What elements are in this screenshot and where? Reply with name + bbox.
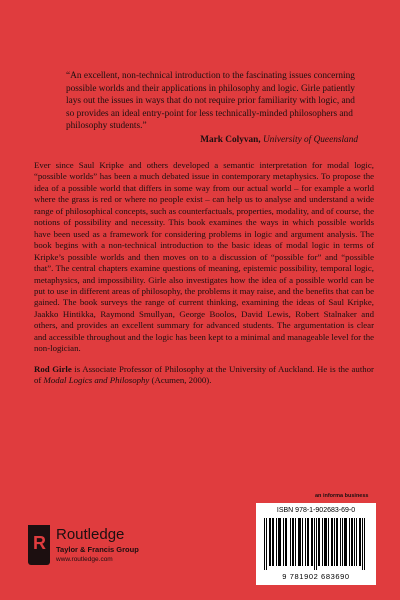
barcode-bar — [349, 518, 350, 566]
barcode-bar — [345, 518, 346, 566]
bio-text-before: is Associate Professor of Philosophy at the University of Auckland. He is the author of — [34, 363, 374, 386]
barcode-bar — [332, 518, 333, 566]
barcode-bar — [285, 518, 286, 566]
endorsement-quote — [66, 70, 358, 147]
barcode-bar — [270, 518, 271, 566]
barcode-bar — [324, 518, 325, 566]
barcode-bar — [273, 518, 274, 566]
barcode-bar — [328, 518, 329, 566]
barcode-bar — [286, 518, 287, 566]
bio-text-after: (Acumen, 2000). — [149, 375, 212, 386]
author-bio — [34, 364, 374, 387]
barcode-bar — [302, 518, 303, 566]
quote-attribution — [66, 134, 358, 147]
barcode-bar — [346, 518, 347, 566]
barcode-bar — [326, 518, 327, 566]
previous-book-title: Modal Logics and Philosophy — [43, 375, 150, 386]
barcode-bar — [307, 518, 308, 566]
barcode-bar — [283, 518, 284, 566]
barcode-bar — [342, 518, 343, 566]
barcode-bar — [356, 518, 357, 566]
book-description: Ever since Saul Kripke and others developed a semantic interpretation for modal logic, “possible worlds” has been a much debated issue in contemporary metaphysics. To propose the idea of a possible world that differs in some way from our actual world – for example a world where the grass is red or where no people exist – can help us to analyse and understand a wide range of philosophical concepts, such as counterfactuals, properties, modality, and of course, the notions of possibility and necessity. This book examines the ways in which possible worlds have been used as a framework for considering problems in logic and argument analysis. The book begins with a non-technical introduction to the basic ideas of modal logic in terms of Kripke’s possible worlds and then moves on to a discussion of “possible for” and “possible that”. The central chapters examine questions of meaning, epistemic possibility, temporal logic, metaphysics, and impossibility. Girle also investigates how the idea of a possible world can be put to use in different areas of philosophy, the problems it may raise, and the benefits that can be gained. The book surveys the range of current thinking, examining the ideas of Saul Kripke, Jaakko Hintikka, Raymond Smullyan, George Boolos, David Lewis, Robert Stalnaker and others, and provides an excellent summary for advanced students. The argumentation is clear and accessible throughout and the logic has been kept to a minimal and manageable level for the non-logician. — [34, 160, 374, 354]
barcode-bar — [359, 518, 360, 566]
barcode-bar — [360, 518, 361, 566]
barcode-icon — [264, 518, 368, 570]
barcode-bar — [290, 518, 291, 566]
barcode-bar — [264, 518, 265, 570]
routledge-logo-icon — [28, 525, 50, 565]
barcode-digits: 9 781902 683690 — [282, 572, 350, 581]
informa-tagline: an informa business — [315, 493, 369, 499]
barcode-bar — [295, 518, 296, 566]
publisher-group: Taylor & Francis Group — [56, 545, 139, 554]
publisher-url: www.routledge.com — [56, 556, 113, 563]
barcode-bar — [298, 518, 299, 566]
barcode-bar — [351, 518, 352, 566]
barcode-bar — [279, 518, 280, 566]
book-description-section — [34, 160, 374, 396]
barcode-bar — [337, 518, 338, 566]
publisher-name: Routledge — [56, 526, 125, 543]
barcode-bar — [334, 518, 335, 566]
barcode-bar — [292, 518, 293, 566]
barcode-bar — [325, 518, 326, 566]
barcode-bar — [354, 518, 355, 566]
barcode-bar — [322, 518, 323, 566]
barcode-bar — [280, 518, 281, 566]
barcode-bar — [305, 518, 306, 566]
barcode-bar — [266, 518, 267, 570]
barcode-bar — [300, 518, 301, 566]
barcode-bar — [299, 518, 300, 566]
publisher-logo — [28, 525, 178, 577]
barcode-bar — [336, 518, 337, 566]
author-name: Rod Girle — [34, 363, 72, 374]
barcode-bar — [314, 518, 315, 570]
barcode-bar — [319, 518, 320, 566]
barcode-bar — [352, 518, 353, 566]
barcode-bar — [269, 518, 270, 566]
barcode-bar — [311, 518, 312, 566]
barcode-bar — [331, 518, 332, 566]
barcode-bar — [308, 518, 309, 566]
barcode-bar — [316, 518, 317, 570]
barcode-bar — [293, 518, 294, 566]
logo-letter: R — [33, 533, 46, 553]
quote-institution: University of Queensland — [262, 134, 358, 145]
barcode-bar — [362, 518, 363, 570]
barcode-bar — [276, 518, 277, 566]
barcode-bar — [318, 518, 319, 566]
barcode-bar — [278, 518, 279, 566]
isbn-barcode — [256, 503, 376, 585]
quote-author: Mark Colyvan, — [200, 134, 261, 145]
barcode-bar — [364, 518, 365, 570]
barcode-bar — [312, 518, 313, 566]
barcode-bar — [344, 518, 345, 566]
isbn-label: ISBN 978-1-902683-69-0 — [276, 507, 356, 514]
quote-text: “An excellent, non-technical introduction to the fascinating issues concerning possible worlds and their applications in philosophy and logic. Girle patiently lays out the issues in ways that do not require prior familiarity with logic, and so provides an ideal entry-point for less technically-minded philosophers and philosophy students.” — [66, 71, 355, 132]
barcode-bar — [340, 518, 341, 566]
barcode-bar — [272, 518, 273, 566]
